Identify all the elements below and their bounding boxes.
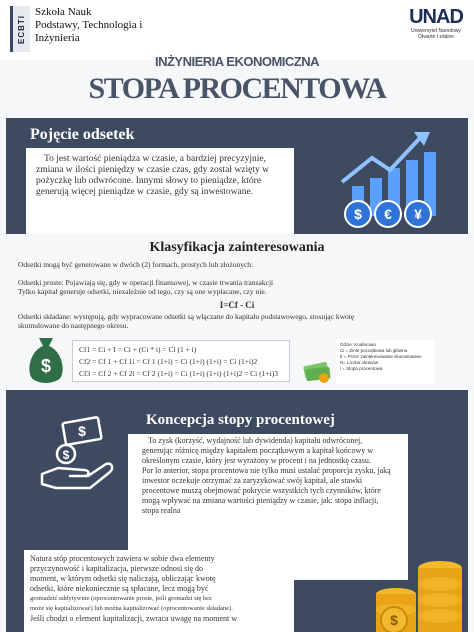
- compound-formula-2: Cf2 = Cf 1 + Cf 1i = Cf 1 (1+i) = Ci (1+i) (1+i) = Ci (1+i)2: [79, 357, 258, 366]
- classification-intro: Odsetki mogą być generowane w dwóch (2) formach, prostych lub złożonych:: [18, 260, 254, 269]
- brand-text: [30, 6, 142, 52]
- brand-tag-text: ECBTI: [17, 14, 26, 44]
- section-title-interest: Pojęcie odsetek: [30, 126, 135, 143]
- brand-tag: [10, 6, 30, 52]
- unad-sub-line-1: Uniwersytet Narodowy: [410, 28, 462, 34]
- interest-concept-card: [26, 148, 294, 234]
- money-growth-chart-icon: [312, 122, 462, 230]
- legend-line-4: N= Liczba okresów: [340, 360, 379, 365]
- legend-line-1: Gdzie: Kuaferowa: [340, 342, 376, 347]
- hand-holding-money-icon: [36, 414, 116, 498]
- header: [0, 0, 474, 60]
- simple-interest-text: [18, 278, 273, 296]
- money-bag-icon: [24, 332, 68, 384]
- nature-line-5: gromadzić addytywnie (oprocentowanie proste, jeśli gromadzi się bez: [30, 595, 212, 602]
- compound-formula-1: Cf1 = Ci + I = Ci + (Ci * i) = Ci (1 + i): [79, 345, 197, 354]
- brand-line-3: Inżynieria: [35, 32, 80, 44]
- coin-dollar-symbol: $: [354, 206, 362, 222]
- simple-interest-line-1: Odsetki proste: Pojawiają się, gdy w operacji finansowej, w czasie trwania transakcji: [18, 278, 274, 287]
- simple-interest-formula: I=Cf - Ci: [219, 300, 255, 310]
- brand-line-2: Podstawy, Technologia i: [35, 19, 143, 31]
- page-title: STOPA PROCENTOWA: [88, 72, 386, 105]
- bill-dollar-symbol: $: [78, 423, 86, 439]
- compound-formula-3: Cf3 = Cf 2 + Cf 2i = Cf 2 (1+i) = Ci (1+i) (1+i) (1+i)2 = Ci (1+i)3: [79, 369, 278, 378]
- nature-line-7: Jeśli chodzi o element kapitalizacji, zwraca uwagę na moment w: [30, 614, 238, 623]
- simple-interest-line-2: Tylko kapitał generuje odsetki, niezależnie od tego, czy są one wypłacane, czy nie.: [18, 287, 267, 296]
- unad-logo: [404, 6, 468, 40]
- cash-stack-icon: [302, 360, 332, 384]
- nature-line-1: Natura stóp procentowych zawiera w sobie dwa elementy: [30, 554, 215, 563]
- unad-logo-text: UNAD: [409, 6, 463, 28]
- section-title-classification: Klasyfikacja zainteresowania: [149, 240, 325, 255]
- compound-interest-text: [18, 312, 354, 330]
- interest-concept-panel: [6, 118, 468, 234]
- school-brand: [10, 6, 142, 52]
- nature-line-2: przyczynowość i kapitalizacja, pierwsze odnosi się do: [30, 564, 204, 573]
- legend-line-3: If = Przez zainteresowanie skumulowane: [340, 354, 422, 359]
- nature-line-4: odsetki, które niekoniecznie są spłacane, lecz mogą być: [30, 584, 209, 593]
- coin-euro-symbol: €: [384, 206, 392, 222]
- brand-line-1: Szkoła Nauk: [35, 6, 92, 18]
- interest-concept-text: To jest wartość pieniądza w czasie, a bardziej precyzyjnie, zmiana w ilości pieniędzy w czasie czas, gdy został wzięty w pożyczkę lub odwrócone. Innymi słowy to pieniądze, które generują więcej pieniądze w czasie, gdy są inwestowane.: [36, 154, 269, 197]
- coin-stacks-icon: [370, 554, 468, 632]
- compound-formula-box: [72, 340, 290, 382]
- unad-sub-line-2: Otwarte i zdalne: [417, 34, 455, 40]
- compound-interest-line-1: Odsetki składane: występują, gdy wypracowane odsetki są włączane do kapitału podstawowego, stosując kwotę: [18, 312, 355, 321]
- legend-line-2: Ci = Zinte początkowa lub główna: [340, 348, 408, 353]
- interest-rate-panel: [6, 390, 468, 632]
- course-subtitle: INŻYNIERIA EKONOMICZNA: [154, 54, 320, 69]
- interest-rate-paragraph-1: To zysk (korzyść, wydajność lub dywidenda) kapitału odwróconej, generując różnicę między kapitałem początkowym a kapitał końcowy w określonym czasie, który jest wyrażony w procent i na jednostkę czasu.: [142, 436, 374, 465]
- legend-line-5: i = Stopa procentowa: [340, 366, 383, 371]
- formula-legend: [336, 340, 434, 384]
- coin-dollar-symbol-hand: $: [62, 448, 70, 462]
- interest-rate-nature-text: [24, 550, 294, 632]
- money-bag-symbol: $: [40, 356, 52, 376]
- interest-rate-paragraph-2: Por lo anterior, stopa procentowa nie tylko musi ustalać proporcja zysku, jaką inwestor oczekuje otrzymać za zaryzykować swój kapitał, ale stawki procentowe muszą obejmować pokrycie wszystkich tych czynników, które mogą wpływać na zmiana wartości pieniądzy w czasie, jak: stopa inflacji, stopa realna: [142, 466, 391, 515]
- gold-coin-symbol: $: [390, 612, 398, 628]
- compound-interest-line-2: skumulowane do następnego okresu.: [18, 321, 129, 330]
- nature-line-3: moment, w którym odsetki się naliczają, obliczając kwotę: [30, 574, 216, 583]
- section-title-interest-rate: Koncepcja stopy procentowej: [146, 412, 335, 428]
- nature-line-6: może się kapitalizować) lub można kapitalizować (oprocentowanie składane).: [30, 605, 233, 612]
- coin-yen-symbol: ¥: [414, 206, 422, 222]
